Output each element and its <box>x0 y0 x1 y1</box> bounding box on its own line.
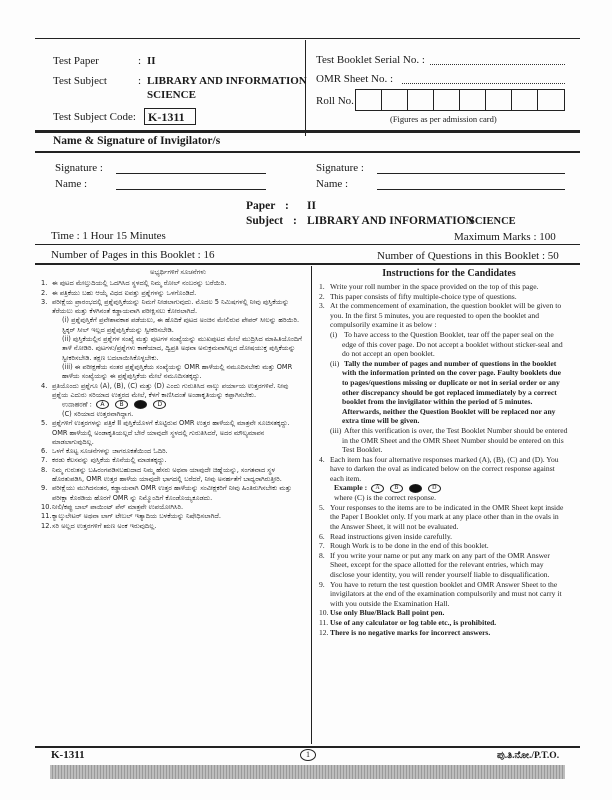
header-divider <box>305 40 306 136</box>
oval-b-en: B <box>390 484 403 493</box>
signature-label-2: Signature : <box>316 162 364 174</box>
subject-value: LIBRARY AND INFORMATION <box>307 215 474 227</box>
column-divider <box>311 266 312 744</box>
test-paper-value: II <box>147 55 156 67</box>
english-instructions: Instructions for the Candidates 1. Write your roll number in the space provided on the top of this page. 2. This paper consists of fifty multiple-choice type of questions. 3. At the commencement of examination, the question booklet will be given to you. In the first 5 minutes, you are requested to open the booklet and compulsorily examine it as below : (i) To have access to the Question Booklet, tear off the paper seal on the edge of this cover page. Do not accept a booklet without sticker-seal and do not accept an open booklet. (ii) Tally the number of pages and number of questions in the booklet with the information printed on the cover page. Faulty booklets due to pages/questions missing or duplicate or not in serial order or any other discrepancy should be got replaced immediately by a correct booklet from the invigilator within the period of 5 minutes. Afterwards, neither the Question Booklet will be replaced nor any extra time will be given. (iii) After this verification is over, the Test Booklet Number should be entered in the OMR Sheet and the OMR Sheet Number should be entered on this Test Booklet. 4. Each item has four alternative responses marked (A), (B), (C) and (D). You have to darken the oval as indicated below on the correct response against each item. Example : A B D where (C) is the correct response. 5. Your responses to the items are to be indicated in the OMR Sheet kept inside the Paper I Booklet only. If you mark at any place other than in the ovals in the Answer Sheet, it will not be evaluated. 6. Read instructions given inside carefully. 7. Rough Work is to be done in the end of this booklet. 8. If you write your name or put any mark on any part of the OMR Answer Sheet, except for the space allotted for the relevant entries, which may disclose your identity, you will render yourself liable to disqualification. 9. You have to return the test question booklet and OMR Answer Sheet to the invigilators at the end of the examination compulsorily and must not carry it with you outside the Examination Hall. 10. Use only Blue/Black Ball point pen. 11. Use of any calculator or log table etc., is prohibited. 12. There is no negative marks for incorrect answers. <box>319 268 568 637</box>
name-field-1[interactable] <box>116 189 266 190</box>
test-subject-value-2: SCIENCE <box>147 89 196 101</box>
test-subject-label: Test Subject <box>53 75 107 87</box>
english-title: Instructions for the Candidates <box>382 268 516 279</box>
test-subject-value: LIBRARY AND INFORMATION <box>147 75 307 87</box>
max-marks: Maximum Marks : 100 <box>454 231 556 243</box>
footer-page-number: 1 <box>300 749 316 761</box>
footer-shade <box>50 765 565 779</box>
serial-no-field[interactable] <box>430 64 565 65</box>
english-example: Example : A B D <box>330 483 568 493</box>
oval-b: B <box>115 400 128 409</box>
serial-no-label: Test Booklet Serial No. : <box>316 54 425 66</box>
invigilator-title: Name & Signature of Invigilator/s <box>53 135 221 147</box>
footer-pto: ಪು.ತಿ.ನೋ./P.T.O. <box>497 751 560 761</box>
name-field-2[interactable] <box>377 189 565 190</box>
oval-a: A <box>96 400 109 409</box>
roll-no-label: Roll No. <box>316 95 354 107</box>
footer-code: K-1311 <box>51 749 85 761</box>
time-info: Time : 1 Hour 15 Minutes <box>51 230 166 242</box>
oval-a-en: A <box>371 484 384 493</box>
invigilator-rule-top <box>35 130 580 133</box>
kannada-instructions: ಅಭ್ಯರ್ಥಿಗಳಿಗೆ ಸೂಚನೆಗಳು 1. ಈ ಪುಟದ ಮೇಲ್ತುದಿಯಲ್ಲಿ ಒದಗಿಸಿದ ಸ್ಥಳದಲ್ಲಿ ನಿಮ್ಮ ರೋಲ್ ನಂಬರನ್ನು ಬರೆಯಿರಿ. 2. ಈ ಪತ್ರಿಕೆಯು ಬಹು ಆಯ್ಕೆ ವಿಧದ ಐವತ್ತು ಪ್ರಶ್ನೆಗಳನ್ನು ಒಳಗೊಂಡಿದೆ. 3. ಪರೀಕ್ಷೆಯ ಪ್ರಾರಂಭದಲ್ಲಿ ಪ್ರಶ್ನೆಪುಸ್ತಿಕೆಯನ್ನು ನಿಮಗೆ ನೀಡಲಾಗುವುದು. ಮೊದಲ 5 ನಿಮಿಷಗಳಲ್ಲಿ ನೀವು ಪುಸ್ತಿಕೆಯನ್ನು ತೆರೆಯಲು ಮತ್ತು ಕೆಳಗಿನಂತೆ ಕಡ್ಡಾಯವಾಗಿ ಪರೀಕ್ಷಿಸಲು ಕೋರಲಾಗಿದೆ. (i) ಪ್ರಶ್ನೆಪುಸ್ತಿಕೆಗೆ ಪ್ರವೇಶಾವಕಾಶ ಪಡೆಯಲು, ಈ ಹೊದಿಕೆ ಪುಟದ ಅಂಚಿನ ಮೇಲಿರುವ ಪೇಪರ್ ಸೀಲನ್ನು ಹರಿಯಿರಿ. ಸ್ಟಿಕ್ಕರ್ ಸೀಲ್ ಇಲ್ಲದ ಪ್ರಶ್ನೆಪುಸ್ತಿಕೆಯನ್ನು ಸ್ವೀಕರಿಸಬೇಡಿ. (ii) ಪುಸ್ತಿಕೆಯಲ್ಲಿನ ಪ್ರಶ್ನೆಗಳ ಸಂಖ್ಯೆ ಮತ್ತು ಪುಟಗಳ ಸಂಖ್ಯೆಯನ್ನು ಮುಖಪುಟದ ಮೇಲೆ ಮುದ್ರಿಸಿದ ಮಾಹಿತಿಯೊಂದಿಗೆ ತಾಳೆ ನೋಡಿರಿ. ಪುಟಗಳು/ಪ್ರಶ್ನೆಗಳು ಕಾಣೆಯಾದ, ದ್ವಿಪ್ರತಿ ಅಥವಾ ಅನುಕ್ರಮವಾಗಿಲ್ಲದ ದೋಷಯುಕ್ತ ಪುಸ್ತಿಕೆಯನ್ನು ಸ್ವೀಕರಿಸಬೇಡಿ. ತಕ್ಷಣ ಬದಲಾಯಿಸಿಕೊಳ್ಳಬೇಕು. (iii) ಈ ಪರೀಕ್ಷಣೆಯ ನಂತರ ಪ್ರಶ್ನೆಪುಸ್ತಿಕೆಯ ಸಂಖ್ಯೆಯನ್ನು OMR ಹಾಳೆಯಲ್ಲಿ ನಮೂದಿಸಬೇಕು ಮತ್ತು OMR ಹಾಳೆಯ ಸಂಖ್ಯೆಯನ್ನು ಈ ಪ್ರಶ್ನೆಪುಸ್ತಿಕೆಯ ಮೇಲೆ ನಮೂದಿಸತಕ್ಕದ್ದು. 4. ಪ್ರತಿಯೊಂದು ಪ್ರಶ್ನೆಗೂ (A), (B), (C) ಮತ್ತು (D) ಎಂದು ಗುರುತಿಸಿದ ನಾಲ್ಕು ಪರ್ಯಾಯ ಉತ್ತರಗಳಿವೆ. ನೀವು ಪ್ರಶ್ನೆಯ ಎದುರು ಸರಿಯಾದ ಉತ್ತರದ ಮೇಲೆ, ಕೆಳಗೆ ಕಾಣಿಸಿದಂತೆ ಅಂಡಾಕೃತಿಯನ್ನು ಕಪ್ಪಾಗಿಸಬೇಕು. ಉದಾಹರಣೆ : A B D (C) ಸರಿಯಾದ ಉತ್ತರವಾಗಿದ್ದಾಗ. 5. ಪ್ರಶ್ನೆಗಳಿಗೆ ಉತ್ತರಗಳನ್ನು ಪತ್ರಿಕೆ II ಪುಸ್ತಿಕೆಯೊಳಗೆ ಕೊಟ್ಟಿರುವ OMR ಉತ್ತರ ಹಾಳೆಯಲ್ಲಿ ಮಾತ್ರವೇ ಸೂಚಿಸತಕ್ಕದ್ದು. OMR ಹಾಳೆಯಲ್ಲಿ ಅಂಡಾಕೃತಿಯಲ್ಲದೆ ಬೇರೆ ಯಾವುದೇ ಸ್ಥಳದಲ್ಲಿ ಗುರುತಿಸಿದರೆ, ಅದರ ಮೌಲ್ಯಮಾಪನ ಮಾಡಲಾಗುವುದಿಲ್ಲ. 6. ಒಳಗೆ ಕೊಟ್ಟ ಸೂಚನೆಗಳನ್ನು ಜಾಗರೂಕತೆಯಿಂದ ಓದಿರಿ. 7. ಕರಡು ಕೆಲಸವನ್ನು ಪುಸ್ತಿಕೆಯ ಕೊನೆಯಲ್ಲಿ ಮಾಡತಕ್ಕದ್ದು. 8. ನಿಮ್ಮ ಗುರುತನ್ನು ಬಹಿರಂಗಪಡಿಸಬಹುದಾದ ನಿಮ್ಮ ಹೆಸರು ಅಥವಾ ಯಾವುದೇ ಚಿಹ್ನೆಯನ್ನು, ಸಂಗತವಾದ ಸ್ಥಳ ಹೊರತುಪಡಿಸಿ, OMR ಉತ್ತರ ಹಾಳೆಯ ಯಾವುದೇ ಭಾಗದಲ್ಲಿ ಬರೆದರೆ, ನೀವು ಅನರ್ಹತೆಗೆ ಬಾಧ್ಯರಾಗಿರುತ್ತೀರಿ. 9. ಪರೀಕ್ಷೆಯು ಮುಗಿದನಂತರ, ಕಡ್ಡಾಯವಾಗಿ OMR ಉತ್ತರ ಹಾಳೆಯನ್ನು ಸಂವೀಕ್ಷಕರಿಗೆ ನೀವು ಹಿಂತಿರುಗಿಸಬೇಕು ಮತ್ತು ಪರೀಕ್ಷಾ ಕೊಠಡಿಯ ಹೊರಗೆ OMR ನ್ನು ನಿಮ್ಮೊಂದಿಗೆ ಕೊಂಡೊಯ್ಯಕೂಡದು. 10. ನೀಲಿ/ಕಪ್ಪು ಬಾಲ್ ಪಾಯಿಂಟ್ ಪೆನ್ ಮಾತ್ರವೇ ಉಪಯೋಗಿಸಿರಿ. 11. ಕ್ಯಾಲ್ಕುಲೇಟರ್ ಅಥವಾ ಲಾಗ್ ಟೇಬಲ್ ಇತ್ಯಾದಿಯ ಬಳಕೆಯನ್ನು ನಿಷೇಧಿಸಲಾಗಿದೆ. 12. ಸರಿ ಅಲ್ಲದ ಉತ್ತರಗಳಿಗೆ ಋಣ ಅಂಕ ಇರುವುದಿಲ್ಲ. <box>41 268 302 530</box>
subject-code-value: K-1311 <box>148 110 185 124</box>
paper-label: Paper <box>246 200 276 212</box>
roll-no-note: (Figures as per admission card) <box>390 114 497 124</box>
name-label-2: Name : <box>316 178 349 190</box>
invigilator-rule-bottom <box>35 151 580 153</box>
exam-booklet-cover: Test Paper : II Test Subject : LIBRARY AND INFORMATION SCIENCE Test Subject Code: K-1311 Test Booklet Serial No. : OMR Sheet No. : Roll No. (Figures as per admission card) Name & Signature of Invigilator/s Signature : Name : Signature : Name : Paper : II Subject : LIBRARY AND INFORMATION SCIENCE Time : 1 Hour 15 Minutes Maximum Marks : 100 Number of Pages in this Booklet : 16 Number of Questions in this Booklet : 50 ಅಭ್ಯರ್ಥಿಗಳಿಗೆ ಸೂಚನೆಗಳು 1. ಈ ಪುಟದ ಮೇಲ್ತುದಿಯಲ್ಲಿ ಒದಗಿಸಿದ ಸ್ಥಳದಲ್ಲಿ ನಿಮ್ಮ ರೋಲ್ ನಂಬರನ್ನು ಬರೆಯಿರಿ. 2. ಈ ಪತ್ರಿಕೆಯು ಬಹು ಆಯ್ಕೆ ವಿಧದ ಐವತ್ತು ಪ್ರಶ್ನೆಗಳನ್ನು ಒಳಗೊಂಡಿದೆ. 3. ಪರೀಕ್ಷೆಯ ಪ್ರಾರಂಭದಲ್ಲಿ ಪ್ರಶ್ನೆಪುಸ್ತಿಕೆಯನ್ನು ನಿಮಗೆ ನೀಡಲಾಗುವುದು. ಮೊದಲ 5 ನಿಮಿಷಗಳಲ್ಲಿ ನೀವು ಪುಸ್ತಿಕೆಯನ್ನು ತೆರೆಯಲು ಮತ್ತು ಕೆಳಗಿನಂತೆ ಕಡ್ಡಾಯವಾಗಿ ಪರೀಕ್ಷಿಸಲು ಕೋರಲಾಗಿದೆ. (i) ಪ್ರಶ್ನೆಪುಸ್ತಿಕೆಗೆ ಪ್ರವೇಶಾವಕಾಶ ಪಡೆಯಲು, ಈ ಹೊದಿಕೆ ಪುಟದ ಅಂಚಿನ ಮೇಲಿರುವ ಪೇಪರ್ ಸೀಲನ್ನು ಹರಿಯಿರಿ. ಸ್ಟಿಕ್ಕರ್ ಸೀಲ್ ಇಲ್ಲದ ಪ್ರಶ್ನೆಪುಸ್ತಿಕೆಯನ್ನು ಸ್ವೀಕರಿಸಬೇಡಿ. (ii) ಪುಸ್ತಿಕೆಯಲ್ಲಿನ ಪ್ರಶ್ನೆಗಳ ಸಂಖ್ಯೆ ಮತ್ತು ಪುಟಗಳ ಸಂಖ್ಯೆಯನ್ನು ಮುಖಪುಟದ ಮೇಲೆ ಮುದ್ರಿಸಿದ ಮಾಹಿತಿಯೊಂದಿಗೆ ತಾಳೆ ನೋಡಿರಿ. ಪುಟಗಳು/ಪ್ರಶ್ನೆಗಳು ಕಾಣೆಯಾದ, ದ್ವಿಪ್ರತಿ ಅಥವಾ ಅನುಕ್ರಮವಾಗಿಲ್ಲದ ದೋಷಯುಕ್ತ ಪುಸ್ತಿಕೆಯನ್ನು ಸ್ವೀಕರಿಸಬೇಡಿ. ತಕ್ಷಣ ಬದಲಾಯಿಸಿಕೊಳ್ಳಬೇಕು. (iii) ಈ ಪರೀಕ್ಷಣೆಯ ನಂತರ ಪ್ರಶ್ನೆಪುಸ್ತಿಕೆಯ ಸಂಖ್ಯೆಯನ್ನು OMR ಹಾಳೆಯಲ್ಲಿ ನಮೂದಿಸಬೇಕು ಮತ್ತು OMR ಹಾಳೆಯ ಸಂಖ್ಯೆಯನ್ನು ಈ ಪ್ರಶ್ನೆಪುಸ್ತಿಕೆಯ ಮೇಲೆ ನಮೂದಿಸತಕ್ಕದ್ದು. 4. ಪ್ರತಿಯೊಂದು ಪ್ರಶ್ನೆಗೂ (A), (B), (C) ಮತ್ತು (D) ಎಂದು ಗುರುತಿಸಿದ ನಾಲ್ಕು ಪರ್ಯಾಯ ಉತ್ತರಗಳಿವೆ. ನೀವು ಪ್ರಶ್ನೆಯ ಎದುರು ಸರಿಯಾದ ಉತ್ತರದ ಮೇಲೆ, ಕೆಳಗೆ ಕಾಣಿಸಿದಂತೆ ಅಂಡಾಕೃತಿಯನ್ನು ಕಪ್ಪಾಗಿಸಬೇಕು. ಉದಾಹರಣೆ : A B D (C) ಸರಿಯಾದ ಉತ್ತರವಾಗಿದ್ದಾಗ. 5. ಪ್ರಶ್ನೆಗಳಿಗೆ ಉತ್ತರಗಳನ್ನು ಪತ್ರಿಕೆ II ಪುಸ್ತಿಕೆಯೊಳಗೆ ಕೊಟ್ಟಿರುವ OMR ಉತ್ತರ ಹಾಳೆಯಲ್ಲಿ ಮಾತ್ರವೇ ಸೂಚಿಸತಕ್ಕದ್ದು. OMR ಹಾಳೆಯಲ್ಲಿ ಅಂಡಾಕೃತಿಯಲ್ಲದೆ ಬೇರೆ ಯಾವುದೇ ಸ್ಥಳದಲ್ಲಿ ಗುರುತಿಸಿದರೆ, ಅದರ ಮೌಲ್ಯಮಾಪನ ಮಾಡಲಾಗುವುದಿಲ್ಲ. 6. ಒಳಗೆ ಕೊಟ್ಟ ಸೂಚನೆಗಳನ್ನು ಜಾಗರೂಕತೆಯಿಂದ ಓದಿರಿ. 7. ಕರಡು ಕೆಲಸವನ್ನು ಪುಸ್ತಿಕೆಯ ಕೊನೆಯಲ್ಲಿ ಮಾಡತಕ್ಕದ್ದು. 8. ನಿಮ್ಮ ಗುರುತನ್ನು ಬಹಿರಂಗಪಡಿಸಬಹುದಾದ ನಿಮ್ಮ ಹೆಸರು ಅಥವಾ ಯಾವುದೇ ಚಿಹ್ನೆಯನ್ನು, ಸಂಗತವಾದ ಸ್ಥಳ ಹೊರತುಪಡಿಸಿ, OMR ಉತ್ತರ ಹಾಳೆಯ ಯಾವುದೇ ಭಾಗದಲ್ಲಿ ಬರೆದರೆ, ನೀವು ಅನರ್ಹತೆಗೆ ಬಾಧ್ಯರಾಗಿರುತ್ತೀರಿ. 9. ಪರೀಕ್ಷೆಯು ಮುಗಿದನಂತರ, ಕಡ್ಡಾಯವಾಗಿ OMR ಉತ್ತರ ಹಾಳೆಯನ್ನು ಸಂವೀಕ್ಷಕರಿಗೆ ನೀವು ಹಿಂತಿರುಗಿಸಬೇಕು ಮತ್ತು ಪರೀಕ್ಷಾ ಕೊಠಡಿಯ ಹೊರಗೆ OMR ನ್ನು ನಿಮ್ಮೊಂದಿಗೆ ಕೊಂಡೊಯ್ಯಕೂಡದು. 10. ನೀಲಿ/ಕಪ್ಪು ಬಾಲ್ ಪಾಯಿಂಟ್ ಪೆನ್ ಮಾತ್ರವೇ ಉಪಯೋಗಿಸಿರಿ. 11. ಕ್ಯಾಲ್ಕುಲೇಟರ್ ಅಥವಾ ಲಾಗ್ ಟೇಬಲ್ ಇತ್ಯಾದಿಯ ಬಳಕೆಯನ್ನು ನಿಷೇಧಿಸಲಾಗಿದೆ. 12. ಸರಿ ಅಲ್ಲದ ಉತ್ತರಗಳಿಗೆ ಋಣ ಅಂಕ ಇರುವುದಿಲ್ಲ. Instructions for the Candidates 1. Write your roll number in the space provided on the top of this page. 2. This paper consists of fifty multiple-choice type of questions. 3. At the commencement of examination, the question booklet will be given to you. In the first 5 minutes, you are requested to open the booklet and compulsorily examine it as below : (i) To have access to the Question Booklet, tear off the paper seal on the edge of this cover page. Do not accept a booklet without sticker-seal and do not accept an open booklet. (ii) Tally the number of pages and number of questions in the booklet with the information printed on the cover page. Faulty booklets due to pages/questions missing or duplicate or not in serial order or any other discrepancy should be got replaced immediately by a correct booklet from the invigilator within the period of 5 minutes. Afterwards, neither the Question Booklet will be replaced nor any extra time will be given. (iii) After this verification is over, the Test Booklet Number should be entered in the OMR Sheet and the OMR Sheet Number should be entered on this Test Booklet. 4. Each item has four alternative responses marked (A), (B), (C) and (D). You have to darken the oval as indicated below on the correct response against each item. Example : A B D where (C) is the correct response. 5. Your responses to the items are to be indicated in the OMR Sheet kept inside the Paper I Booklet only. If you mark at any place other than in the ovals in the Answer Sheet, it will not be evaluated. 6. Read instructions given inside carefully. 7. Rough Work is to be done in the end of this booklet. 8. If you write your name or put any mark on any part of the OMR Answer Sheet, except for the space allotted for the relevant entries, which may disclose your identity, you will render yourself liable to disqualification. 9. You have to return the test question booklet and OMR Answer Sheet to the invigilators at the end of the examination compulsorily and must not carry it with you outside the Examination Hall. 10. Use only Blue/Black Ball point pen. 11. Use of any calculator or log table etc., is prohibited. 12. There is no negative marks for incorrect answers. K-1311 1 ಪು.ತಿ.ನೋ./P.T.O. <box>0 0 612 800</box>
kannada-example: ಉದಾಹರಣೆ : A B D <box>52 400 304 410</box>
test-paper-label: Test Paper <box>53 55 99 67</box>
signature-field-2[interactable] <box>377 173 565 174</box>
omr-sheet-field[interactable] <box>402 83 565 84</box>
subject-code-label: Test Subject Code: <box>53 111 136 123</box>
name-label-1: Name : <box>55 178 88 190</box>
roll-no-box[interactable] <box>355 89 565 111</box>
omr-sheet-label: OMR Sheet No. : <box>316 73 393 85</box>
subject-label: Subject <box>246 215 284 227</box>
footer-rule <box>35 746 580 748</box>
paper-value: II <box>307 200 316 212</box>
oval-d: D <box>153 400 166 409</box>
signature-label-1: Signature : <box>55 162 103 174</box>
oval-c-filled <box>134 400 147 409</box>
subject-value-2: SCIENCE <box>469 216 516 227</box>
questions-count: Number of Questions in this Booklet : 50 <box>377 250 559 262</box>
oval-c-filled-en <box>409 484 422 493</box>
info-rule <box>35 244 580 245</box>
pages-count: Number of Pages in this Booklet : 16 <box>51 249 215 261</box>
instructions-rule <box>35 263 580 265</box>
top-border <box>35 38 580 39</box>
kannada-title: ಅಭ್ಯರ್ಥಿಗಳಿಗೆ ಸೂಚನೆಗಳು <box>150 268 206 276</box>
signature-field-1[interactable] <box>116 173 266 174</box>
oval-d-en: D <box>428 484 441 493</box>
